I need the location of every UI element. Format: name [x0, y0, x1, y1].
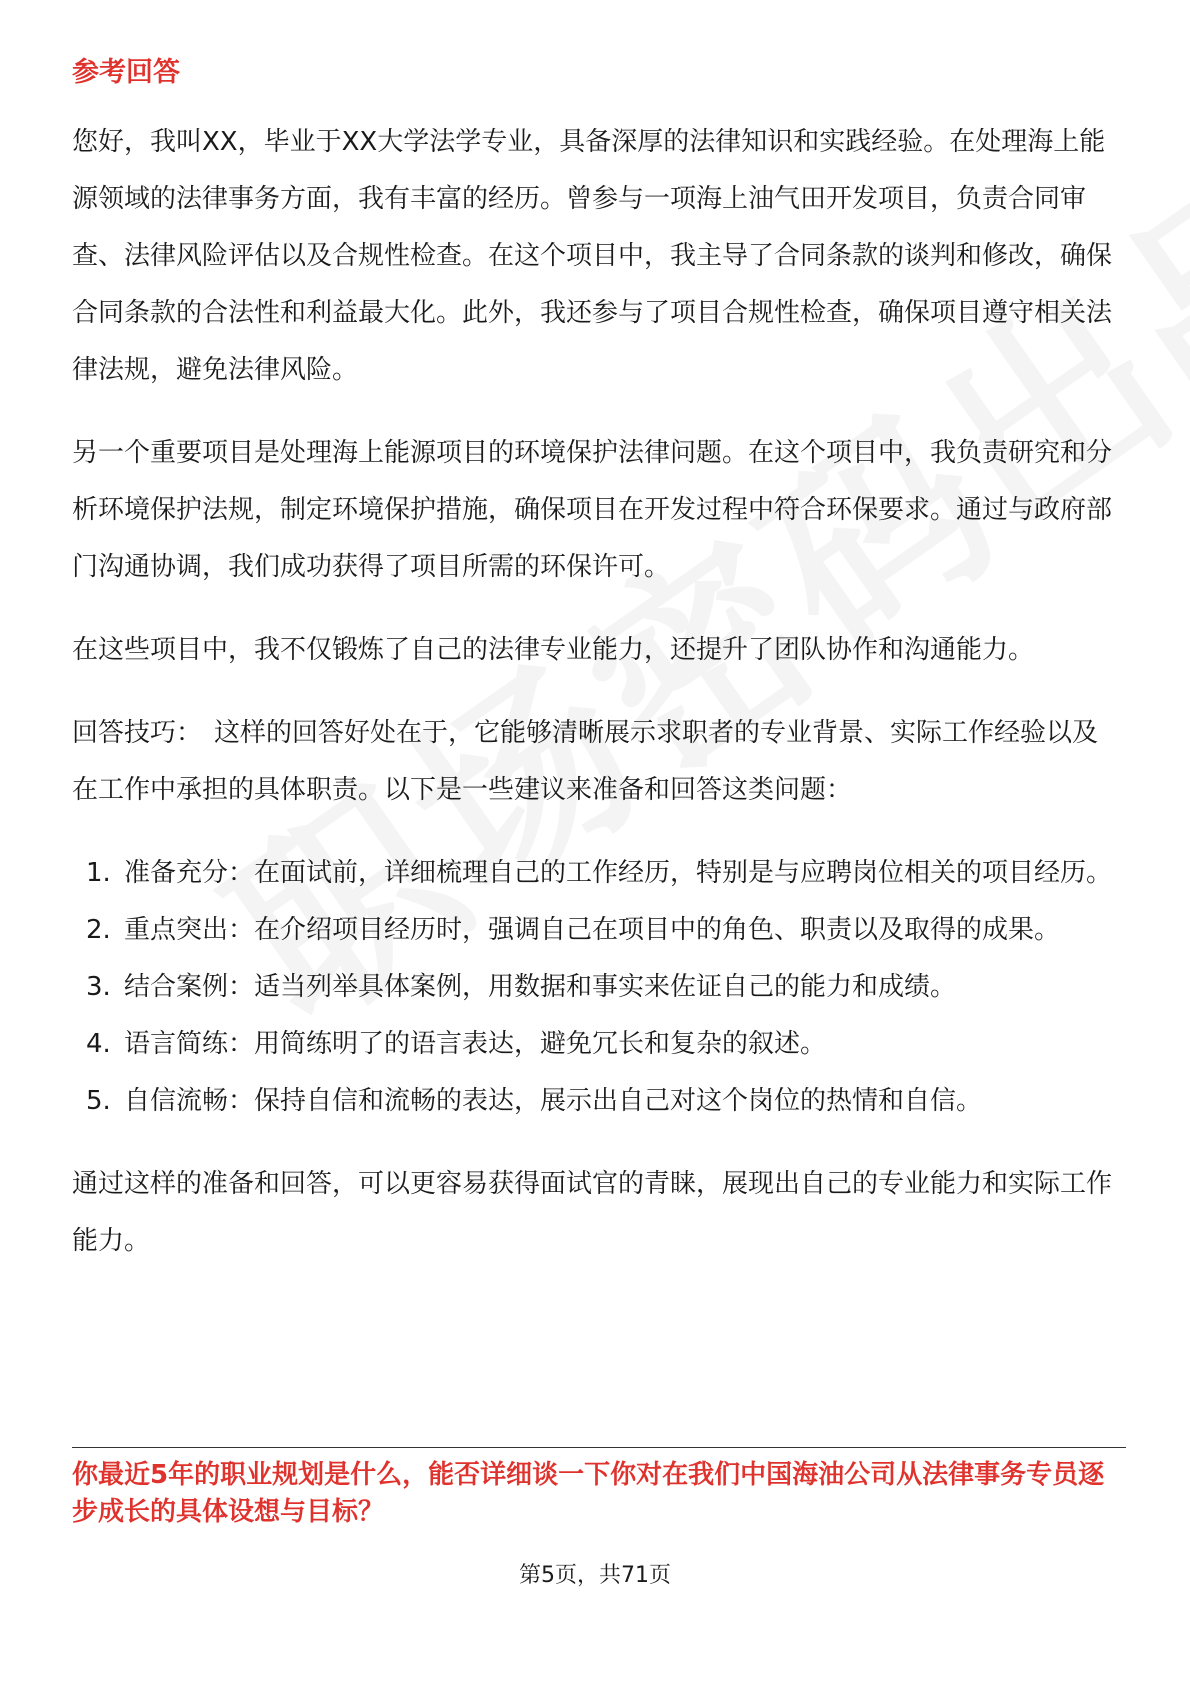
list-item-number: 2.: [86, 915, 111, 945]
list-item-number: 3.: [86, 972, 111, 1002]
tips-label: 回答技巧：: [72, 718, 203, 748]
section-title: 参考回答: [72, 57, 180, 88]
answer-paragraph-1: 您好，我叫XX，毕业于XX大学法学专业，具备深厚的法律知识和实践经验。在处理海上能源领域的法律事务方面，我有丰富的经历。曾参与一项海上油气田开发项目，负责合同审查、法律风险评估以及合规性检查。在这个项目中，我主导了合同条款的谈判和修改，确保合同条款的合法性和利益最大化。此外，我还参与了项目合规性检查，确保项目遵守相关法律法规，避免法律风险。: [72, 127, 1113, 385]
list-item-number: 1.: [86, 858, 111, 888]
list-item-number: 5.: [86, 1086, 111, 1116]
list-item-text: 准备充分：在面试前，详细梳理自己的工作经历，特别是与应聘岗位相关的项目经历。: [124, 858, 1113, 888]
list-item-text: 结合案例：适当列举具体案例，用数据和事实来佐证自己的能力和成绩。: [124, 972, 957, 1002]
tips-intro: 这样的回答好处在于，它能够清晰展示求职者的专业背景、实际工作经验以及在工作中承担的具体职责。以下是一些建议来准备和回答这类问题：: [72, 718, 1099, 805]
list-item-number: 4.: [86, 1029, 111, 1059]
answer-paragraph-3: 在这些项目中，我不仅锻炼了自己的法律专业能力，还提升了团队协作和沟通能力。: [72, 635, 1035, 665]
tips-list: [72, 845, 1122, 1130]
list-item-text: 自信流畅：保持自信和流畅的表达，展示出自己对这个岗位的热情和自信。: [124, 1086, 983, 1116]
next-question-heading: 你最近5年的职业规划是什么，能否详细谈一下你对在我们中国海油公司从法律事务专员逐步成长的具体设想与目标？: [72, 1460, 1105, 1527]
list-item-text: 重点突出：在介绍项目经历时，强调自己在项目中的角色、职责以及取得的成果。: [124, 915, 1061, 945]
tips-paragraph: [72, 705, 1122, 819]
conclusion-paragraph: 通过这样的准备和回答，可以更容易获得面试官的青睐，展现出自己的专业能力和实际工作能力。: [72, 1169, 1113, 1256]
list-item: [72, 902, 1122, 959]
list-item: [72, 845, 1122, 902]
list-item: [72, 959, 1122, 1016]
page-number-footer: 第5页，共71页: [519, 1563, 671, 1588]
list-item: [72, 1016, 1122, 1073]
answer-content: [72, 114, 1122, 1296]
list-item-text: 语言简练：用简练明了的语言表达，避免冗长和复杂的叙述。: [124, 1029, 827, 1059]
section-divider: [72, 1447, 1126, 1448]
list-item: [72, 1073, 1122, 1130]
answer-paragraph-2: 另一个重要项目是处理海上能源项目的环境保护法律问题。在这个项目中，我负责研究和分析环境保护法规，制定环境保护措施，确保项目在开发过程中符合环保要求。通过与政府部门沟通协调，我们成功获得了项目所需的环保许可。: [72, 438, 1113, 582]
